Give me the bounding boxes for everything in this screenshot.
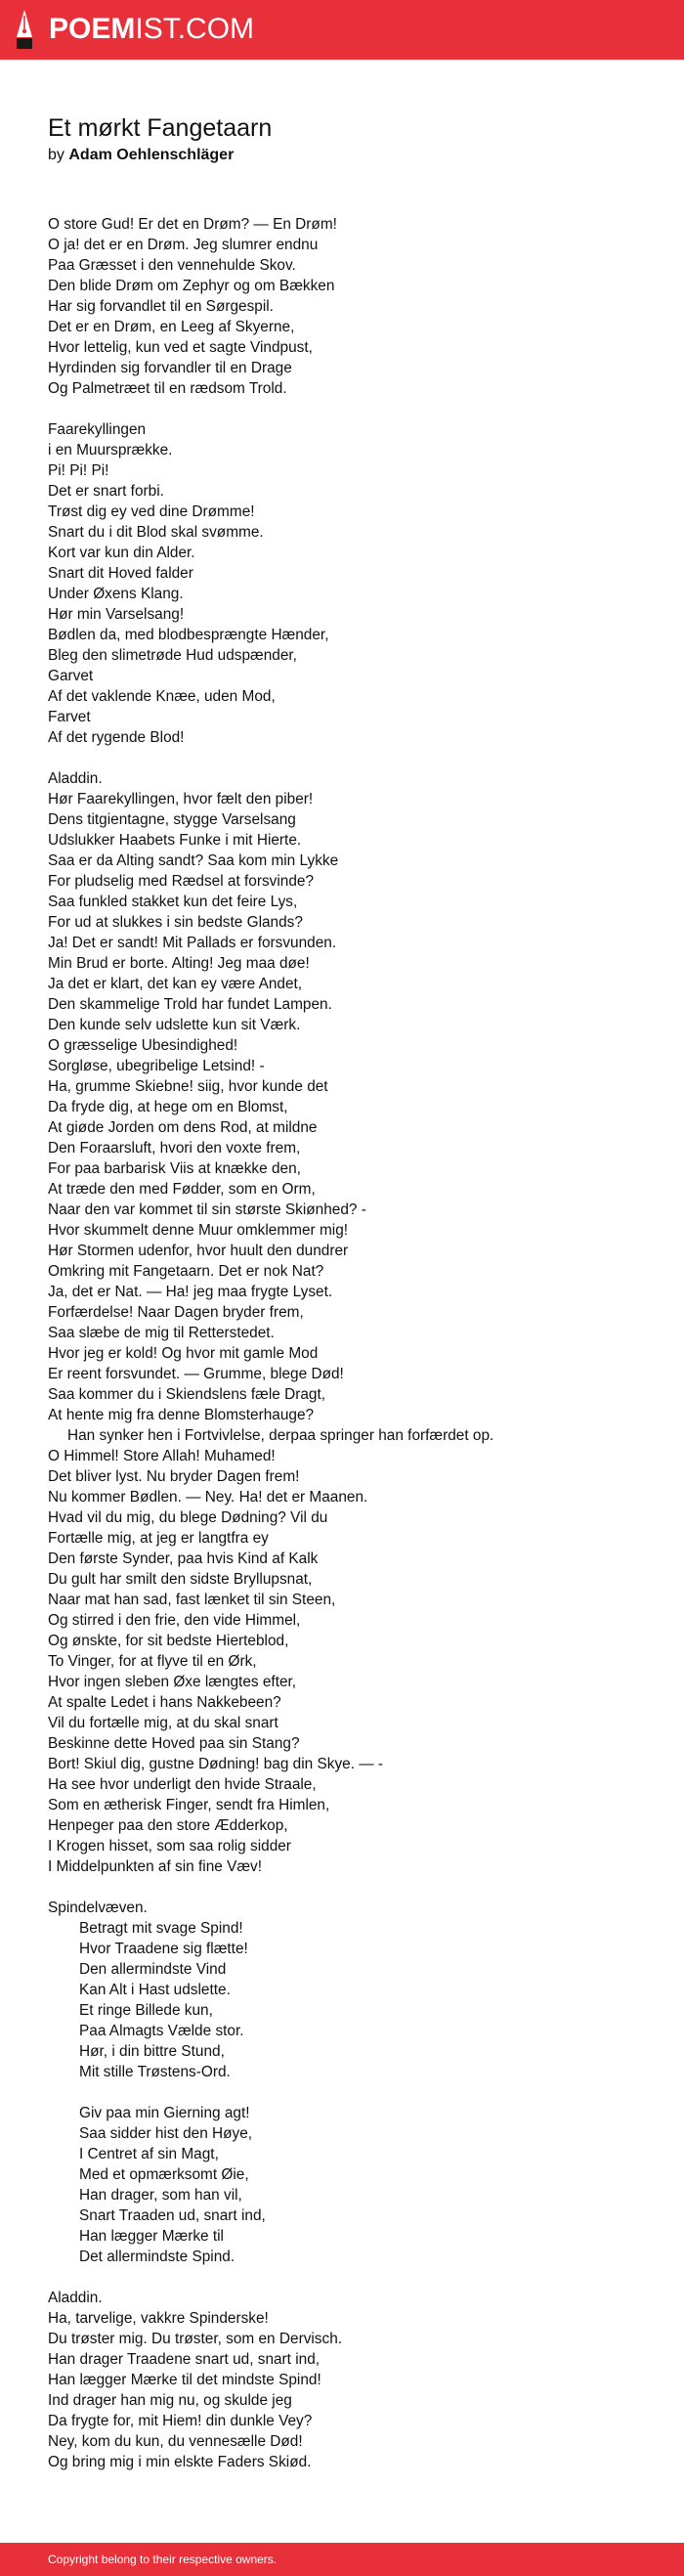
poem-line: Af det rygende Blod! [48, 729, 185, 746]
byline [48, 145, 234, 166]
poem-line: Fortælle mig, at jeg er langtfra ey [48, 1530, 269, 1547]
poem-line: Pi! Pi! Pi! [48, 462, 109, 479]
poem-line: Det bliver lyst. Nu bryder Dagen frem! [48, 1468, 300, 1485]
poem-line: Med et opmærksomt Øie, [79, 2166, 249, 2183]
poem-line: Saa sidder hist den Høye, [79, 2125, 253, 2142]
poem-line: Den allermindste Vind [79, 1961, 227, 1978]
poem-line: Saa kommer du i Skiendslens fæle Dragt, [48, 1386, 325, 1403]
poem-line: Den skammelige Trold har fundet Lampen. [48, 996, 332, 1013]
poem-line: Hvor jeg er kold! Og hvor mit gamle Mod [48, 1345, 319, 1362]
poem-line: Kan Alt i Hast udslette. [79, 1982, 231, 1998]
poem-line: I Krogen hisset, som saa rolig sidder [48, 1838, 291, 1855]
poem-line: Nu kommer Bødlen. — Ney. Ha! det er Maanen. [48, 1489, 368, 1506]
poem-line: Beskinne dette Hoved paa sin Stang? [48, 1735, 300, 1752]
poem-line: Vil du fortælle mig, at du skal snart [48, 1715, 278, 1731]
poem-line: Hvor Traadene sig flætte! [79, 1941, 248, 1957]
poem-line: Trøst dig ey ved dine Drømme! [48, 503, 255, 520]
poem-line: Saa slæbe de mig til Retterstedet. [48, 1325, 275, 1341]
poem-line: Hør Stormen udenfor, hvor huult den dundrer [48, 1243, 349, 1259]
poem-line: Hør Faarekyllingen, hvor fælt den piber! [48, 791, 314, 808]
poem-line: Spindelvæven. [48, 1899, 148, 1916]
poem-line: Af det vaklende Knæe, uden Mod, [48, 688, 276, 705]
poem-line: Ha, grumme Skiebne! siig, hvor kunde det [48, 1078, 328, 1095]
poem-line: Aladdin. [48, 2290, 103, 2306]
poem-line: Og ønskte, for sit bedste Hierteblod, [48, 1633, 289, 1649]
poem-line: Da frygte for, mit Hiem! din dunkle Vey? [48, 2413, 313, 2429]
poem-line: At giøde Jorden om dens Rod, at mildne [48, 1119, 318, 1136]
poem-line: Snart Traaden ud, snart ind, [79, 2207, 266, 2224]
poem-line: Han lægger Mærke til [79, 2228, 224, 2245]
poem-line: Ja det er klart, det kan ey være Andet, [48, 976, 303, 992]
poem-line: Paa Almagts Vælde stor. [79, 2023, 244, 2039]
poem-line: Han lægger Mærke til det mindste Spind! [48, 2372, 321, 2388]
poem-line: Henpeger paa den store Ædderkop, [48, 1817, 288, 1834]
poem-line: Sorgløse, ubegribelige Letsind! - [48, 1058, 265, 1074]
poem-line: Naar den var kommet til sin største Skiønhed? - [48, 1201, 366, 1218]
poem-line: I Middelpunkten af sin fine Væv! [48, 1858, 263, 1875]
poem-line: Farvet [48, 709, 91, 725]
poem-line: Faarekyllingen [48, 421, 147, 438]
poem-line: Ney, kom du kun, du vennesælle Død! [48, 2433, 303, 2450]
poem-line: Hvad vil du mig, du blege Dødning? Vil du [48, 1509, 328, 1526]
poem-line: Den kunde selv udslette kun sit Værk. [48, 1017, 301, 1033]
poem-line: Bleg den slimetrøde Hud udspænder, [48, 647, 297, 664]
by-label: by [48, 147, 64, 163]
poem-line: Omkring mit Fangetaarn. Det er nok Nat? [48, 1263, 324, 1280]
author-link[interactable]: Adam Oehlenschläger [68, 147, 235, 163]
poem-line: Ja! Det er sandt! Mit Pallads er forsvunden. [48, 935, 337, 951]
poem-line: Garvet [48, 668, 94, 684]
poem-line: Han synker hen i Fortvivlelse, derpaa springer han forfærdet op. [67, 1427, 494, 1444]
poem-line: Naar mat han sad, fast lænket til sin Steen, [48, 1592, 336, 1608]
logo-wordmark: POEMIST.COM [49, 13, 255, 45]
poem-line: Aladdin. [48, 770, 103, 787]
poem-line: O ja! det er en Drøm. Jeg slumrer endnu [48, 237, 319, 253]
poem-line: Hvor ingen sleben Øxe længtes efter, [48, 1674, 297, 1690]
poem-line: Ha, tarvelige, vakkre Spinderske! [48, 2310, 269, 2327]
stanza-break [48, 1877, 654, 1898]
poem-line: Saa funkled stakket kun det feire Lys, [48, 894, 298, 910]
poem-line: Det er en Drøm, en Leeg af Skyerne, [48, 319, 295, 335]
poem-line: Og Palmetræet til en rædsom Trold. [48, 380, 287, 397]
site-footer [0, 2543, 684, 2576]
poem-line: Er reent forsvundet. — Grumme, blege Død! [48, 1366, 344, 1382]
poem-line: O store Gud! Er det en Drøm? — En Drøm! [48, 216, 337, 233]
poem-line: Det er snart forbi. [48, 483, 164, 500]
poem-line: Ja, det er Nat. — Ha! jeg maa frygte Lyset. [48, 1284, 333, 1300]
poem-line: Da fryde dig, at hege om en Blomst, [48, 1099, 288, 1115]
poem-line: i en Muursprække. [48, 442, 173, 458]
poem-line: At spalte Ledet i hans Nakkebeen? [48, 1694, 281, 1711]
poem-line: Udslukker Haabets Funke i mit Hierte. [48, 832, 302, 849]
poem-line: Hør min Varselsang! [48, 606, 185, 623]
fountain-pen-icon [14, 8, 35, 51]
poem-line: Han drager, som han vil, [79, 2187, 242, 2204]
poem-line: Snart du i dit Blod skal svømme. [48, 524, 264, 541]
poem-body [48, 214, 654, 2472]
poem-title: Et mørkt Fangetaarn [48, 114, 273, 142]
poem-line: At træde den med Fødder, som en Orm, [48, 1181, 316, 1198]
poem-line: At hente mig fra denne Blomsterhauge? [48, 1407, 315, 1423]
poem-line: Dens titgientagne, stygge Varselsang [48, 811, 296, 828]
poem-line: Hyrdinden sig forvandler til en Drage [48, 360, 292, 376]
poem-line: For pludselig med Rædsel at forsvinde? [48, 873, 315, 890]
poem-line: Min Brud er borte. Alting! Jeg maa døe! [48, 955, 310, 972]
poem-line: Giv paa min Gierning agt! [79, 2105, 250, 2121]
poem-line: Ha see hvor underligt den hvide Straale, [48, 1776, 317, 1793]
copyright-notice: Copyright belong to their respective owners. [48, 2553, 278, 2566]
stanza-break [48, 399, 654, 419]
poem-line: Mit stille Trøstens-Ord. [79, 2064, 231, 2080]
poem-line: Hvor skummelt denne Muur omklemmer mig! [48, 1222, 349, 1239]
poem-line: Den første Synder, paa hvis Kind af Kalk [48, 1550, 319, 1567]
poem-line: Betragt mit svage Spind! [79, 1920, 243, 1937]
poem-line: Bort! Skiul dig, gustne Dødning! bag din Skye. — - [48, 1756, 384, 1772]
poem-line: O græsselige Ubesindighed! [48, 1037, 238, 1054]
stanza-break [48, 2082, 654, 2103]
poem-line: Paa Græsset i den vennehulde Skov. [48, 257, 296, 274]
poem-line: Det allermindste Spind. [79, 2249, 235, 2265]
poem-line: Og stirred i den frie, den vide Himmel, [48, 1612, 301, 1629]
poem-line: Bødlen da, med blodbesprængte Hænder, [48, 627, 329, 643]
site-header [0, 0, 684, 60]
poem-line: Kort var kun din Alder. [48, 545, 195, 561]
poem-line: Ind drager han mig nu, og skulde jeg [48, 2392, 292, 2409]
poem-line: Snart dit Hoved falder [48, 565, 193, 582]
poem-line: I Centret af sin Magt, [79, 2146, 219, 2162]
poem-line: Den Foraarsluft, hvori den voxte frem, [48, 1140, 301, 1157]
poem-line: Du gult har smilt den sidste Bryllupsnat, [48, 1571, 313, 1588]
poem-line: Den blide Drøm om Zephyr og om Bækken [48, 278, 335, 294]
poem-line: Forfærdelse! Naar Dagen bryder frem, [48, 1304, 304, 1321]
poem-line: Og bring mig i min elskte Faders Skiød. [48, 2454, 312, 2470]
stanza-break [48, 748, 654, 768]
poem-line: To Vinger, for at flyve til en Ørk, [48, 1653, 257, 1670]
poem-line: O Himmel! Store Allah! Muhamed! [48, 1448, 276, 1464]
poem-line: Som en ætherisk Finger, sendt fra Himlen, [48, 1797, 330, 1813]
poem-line: Hør, i din bittre Stund, [79, 2043, 225, 2060]
poem-line: For ud at slukkes i sin bedste Glands? [48, 914, 303, 931]
poem-line: Hvor lettelig, kun ved et sagte Vindpust, [48, 339, 313, 356]
poem-line: Du trøster mig. Du trøster, som en Dervisch. [48, 2331, 343, 2347]
stanza-break [48, 2267, 654, 2288]
poem-line: Under Øxens Klang. [48, 586, 184, 602]
poem-line: Saa er da Alting sandt? Saa kom min Lykke [48, 852, 339, 869]
poem-line: Et ringe Billede kun, [79, 2002, 213, 2019]
site-logo[interactable] [14, 7, 254, 52]
poem-line: Han drager Traadene snart ud, snart ind, [48, 2351, 321, 2368]
poem-line: Har sig forvandlet til en Sørgespil. [48, 298, 274, 315]
poem-line: For paa barbarisk Viis at knække den, [48, 1160, 301, 1177]
